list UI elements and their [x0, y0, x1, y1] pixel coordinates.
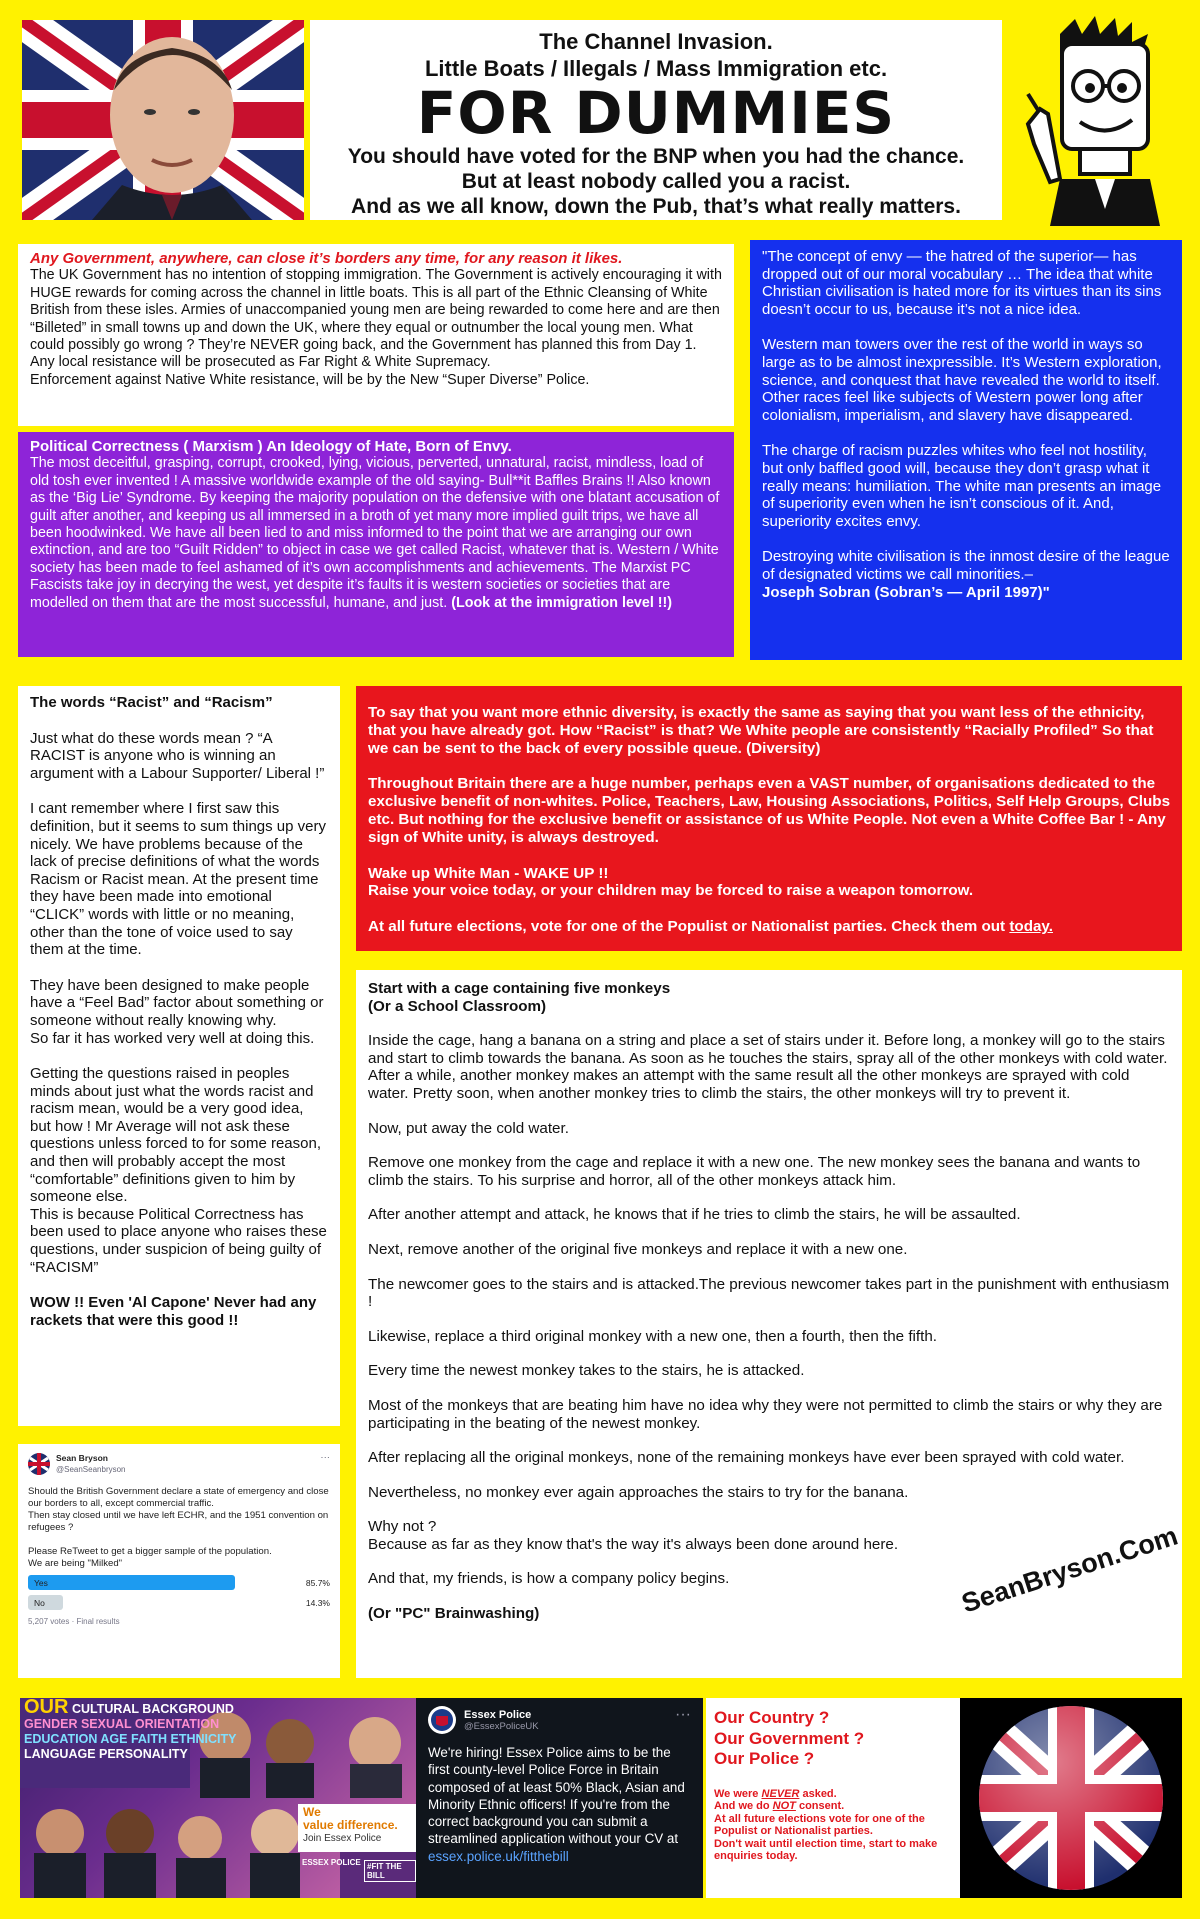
- poll-percent: 85.7%: [305, 1578, 330, 1588]
- dummies-mascot-icon: [1020, 14, 1190, 226]
- union-flag-photo-icon: [22, 20, 304, 220]
- country-enquiries-line: Don't wait until election time, start to make enquiries today.: [714, 1837, 938, 1863]
- intro-headline: Any Government, anywhere, can close it’s borders any time, for any reason it likes.: [30, 250, 623, 267]
- racist-closing: WOW !! Even 'Al Capone' Never had any rackets that were this good !!: [30, 1294, 317, 1329]
- monkeys-paragraph: Nevertheless, no monkey ever again approaches the stairs to try for the banana.: [368, 1483, 909, 1501]
- essex-police-crest-icon: [428, 1706, 456, 1734]
- country-vote-line: At all future elections vote for one of the Populist or Nationalist parties.: [714, 1812, 925, 1838]
- intro-body: The UK Government has no intention of stopping immigration. The Government is actively encouraging it with HUGE rewards for coming across the channel in little boats. This is all part of the Ethnic Cleansing of White British from these isles. Armies of unaccompanied young men are being rewarded to come here and are then “Billeted” in small towns up and down the UK, where they equal or outnumber the local young men. What could possibly go wrong ? They’re NEVER going back, and the Government has planned this from Day 1. Any local resistance will be prosecuted as Far Right & White Supremacy.: [30, 267, 722, 371]
- ad-diversity-words: [24, 1700, 237, 1762]
- monkeys-subtitle: (Or a School Classroom): [368, 997, 547, 1015]
- country-statements: [714, 1788, 952, 1864]
- ad-word-our: OUR: [24, 1698, 69, 1718]
- country-never-asked: [714, 1788, 952, 1801]
- monkeys-paragraph: After replacing all the original monkeys, none of the remaining monkeys have ever been sprayed with cold water.: [368, 1449, 1125, 1467]
- essex-tweet-body: We're hiring! Essex Police aims to be the first county-level Police Force in Britain composed of at least 50% Black, Asian and Minority Ethnic officers! If you're from the correct background you can submit a streamlined application without your CV at: [428, 1745, 685, 1847]
- essex-tweet-name: Essex Police: [464, 1708, 532, 1721]
- monkeys-paragraph: Inside the cage, hang a banana on a string and place a set of stairs under it. Before long, a monkey will go to the stairs and start to climb towards the banana. As soon as he touches the stairs, spray all of the other monkeys with cold water. After a while, another monkey makes an attempt with the same result all the other monkeys are sprayed with cold water. Pretty soon, when another monkey tries to climb the stairs, the other monkeys will try to prevent it.: [368, 1032, 1168, 1102]
- quote-paragraph-2: Western man towers over the rest of the world in ways so large as to be almost inexpressible. It’s Western exploration, science, and conquest that have revealed the world to itself. Other races feel like subjects of Western power long after colonialism, imperialism, and slavery have disappeared.: [762, 336, 1162, 424]
- tweet-more-icon[interactable]: ···: [320, 1452, 330, 1463]
- our-country-box: [706, 1698, 960, 1898]
- tweet-author-name: Sean Bryson: [56, 1453, 108, 1463]
- sobran-quote-box: [750, 240, 1182, 660]
- ad-fit-the-bill-tag: #FIT THE BILL: [364, 1860, 416, 1882]
- header-line-5: And as we all know, down the Pub, that’s what really matters.: [351, 195, 961, 218]
- quote-paragraph-3: The charge of racism puzzles whites who feel not hostility, but only baffled good will, because they don’t grasp what it really means: humiliation. The white man presents an image of superiority even when he isn’t conscious of it. And, superiority excites envy.: [762, 442, 1162, 530]
- monkeys-why-2: Because as far as they know that's the way it's always been done around here.: [368, 1535, 899, 1553]
- quote-paragraph-4: Destroying white civilisation is the inmost desire of the league of designated victims we call minorities.–: [762, 548, 1170, 583]
- tweet-text-3: Please ReTweet to get a bigger sample of the population.: [28, 1546, 272, 1557]
- country-question-1: Our Country ?: [714, 1708, 830, 1727]
- ad-slogan-box: [298, 1804, 416, 1852]
- red-paragraph-3b: Raise your voice today, or your children may be forced to raise a weapon tomorrow.: [368, 882, 974, 900]
- essex-tweet-link[interactable]: essex.police.uk/fitthebill: [428, 1848, 569, 1864]
- intro-text-box: [18, 244, 734, 426]
- political-correctness-box: [18, 432, 734, 657]
- monkeys-title: Start with a cage containing five monkeys: [368, 980, 671, 997]
- tweet-header: [28, 1452, 330, 1476]
- monkeys-paragraph: The newcomer goes to the stairs and is attacked.The previous newcomer takes part in the punishment with enthusiasm !: [368, 1275, 1170, 1311]
- red-paragraph-4: [368, 918, 1170, 936]
- monkeys-why-1: Why not ?: [368, 1518, 437, 1536]
- header-line-1: The Channel Invasion.: [539, 29, 773, 54]
- red-paragraph-3a: Wake up White Man - WAKE UP !!: [368, 864, 609, 882]
- ad-slogan-join: Join Essex Police: [303, 1833, 382, 1844]
- political-correctness-title: Political Correctness ( Marxism ) An Ideology of Hate, Born of Envy.: [30, 438, 512, 455]
- monkeys-policy: And that, my friends, is how a company policy begins.: [368, 1570, 730, 1588]
- ad-word-cultural: CULTURAL BACKGROUND: [71, 1702, 234, 1716]
- country-not-c: consent.: [795, 1800, 845, 1813]
- country-never-a: We were: [714, 1787, 762, 1800]
- essex-tweet-handle: @EssexPoliceUK: [464, 1720, 539, 1732]
- essex-more-icon[interactable]: ···: [675, 1706, 691, 1723]
- poll-label: Yes: [34, 1578, 48, 1588]
- quote-paragraph-1: "The concept of envy — the hatred of the superior— has dropped out of our moral vocabulary … The idea that white Christian civilisation is hated more for its virtues than its sins doesn’t occur to us, because it’s not a nice idea.: [762, 248, 1162, 318]
- country-not-b: NOT: [772, 1800, 796, 1813]
- ad-word-gender: GENDER SEXUAL ORIENTATION: [24, 1717, 220, 1731]
- tweet-poll: [28, 1575, 330, 1610]
- poll-percent: 14.3%: [305, 1598, 330, 1608]
- poll-option-yes[interactable]: [28, 1575, 330, 1590]
- red-today-link[interactable]: today.: [1009, 918, 1053, 936]
- tweet-text-1: Should the British Government declare a state of emergency and close our borders to all, except commercial traffic.: [28, 1486, 329, 1509]
- red-paragraph-4-text: At all future elections, vote for one of the Populist or Nationalist parties. Check them out: [368, 918, 1006, 936]
- monkeys-paragraph: Every time the newest monkey takes to the stairs, he is attacked.: [368, 1362, 805, 1380]
- monkeys-closing: (Or "PC" Brainwashing): [368, 1605, 540, 1623]
- country-not-a: And we do: [714, 1800, 773, 1813]
- poll-fill: [28, 1575, 235, 1590]
- monkeys-paragraph: Next, remove another of the original five monkeys and replace it with a new one.: [368, 1240, 908, 1258]
- country-never-c: asked.: [799, 1787, 837, 1800]
- tweet-poll-footer: 5,207 votes · Final results: [28, 1617, 120, 1626]
- seanbryson-watermark: SeanBryson.Com: [958, 1520, 1182, 1619]
- header-line-3: You should have voted for the BNP when you had the chance.: [347, 145, 965, 168]
- monkeys-paragraph: Likewise, replace a third original monkey with a new one, then a fourth, then the fifth.: [368, 1327, 938, 1345]
- essex-tweet-header: [428, 1706, 691, 1734]
- monkeys-paragraphs: [368, 1032, 1170, 1501]
- poll-label: No: [34, 1598, 45, 1608]
- country-question-2: Our Government ?: [714, 1728, 865, 1748]
- racist-title: The words “Racist” and “Racism”: [30, 694, 273, 711]
- union-flag-orb: [960, 1698, 1182, 1898]
- ad-essex-badge: ESSEX POLICE: [302, 1858, 361, 1867]
- essex-tweet-text: [428, 1744, 691, 1865]
- monkeys-paragraph: Most of the monkeys that are beating him have no idea why they were not permitted to climb the stairs or why they are participating in the beating of the newest monkey.: [368, 1396, 1163, 1432]
- political-correctness-closing: (Look at the immigration level !!): [451, 594, 673, 611]
- poll-option-no[interactable]: [28, 1595, 330, 1610]
- header-line-4: But at least nobody called you a racist.: [461, 170, 851, 193]
- racist-paragraph-4b: This is because Political Correctness has been used to place anyone who raises these questions, under suspicion of being guilty of “RACISM”: [30, 1205, 327, 1276]
- tweet-poll-card: [18, 1444, 340, 1678]
- ad-slogan-we: We: [303, 1805, 321, 1819]
- diversity-red-box: [356, 686, 1182, 951]
- ad-slogan-value: value difference.: [303, 1818, 398, 1832]
- essex-police-ad-image: [20, 1698, 416, 1898]
- tweet-author-handle: @SeanSeanbryson: [56, 1465, 126, 1474]
- racist-words-box: [18, 686, 340, 1426]
- header-line-2: Little Boats / Illegals / Mass Immigration etc.: [424, 56, 888, 81]
- racist-paragraph-1: Just what do these words mean ? “A RACIST is anyone who is winning an argument with a Labour Supporter/ Liberal !”: [30, 729, 325, 782]
- header-big-title: FOR DUMMIES: [416, 79, 896, 147]
- tweet-text-4: We are being "Milked": [28, 1558, 123, 1569]
- monkeys-paragraph: Remove one monkey from the cage and replace it with a new one. The new monkey sees the banana and wants to climb the stairs. To his surprise and horror, all of the other monkeys attack him.: [368, 1154, 1141, 1189]
- dummies-mascot: [1020, 14, 1190, 226]
- monkeys-paragraph: After another attempt and attack, he knows that if he tries to climb the stairs, he will be assaulted.: [368, 1206, 1021, 1224]
- racist-paragraph-3b: So far it has worked very well at doing this.: [30, 1029, 315, 1047]
- racist-paragraph-4a: Getting the questions raised in peoples minds about just what the words racist and racism mean, would be a very good idea, but how ! Mr Average will not ask these questions unless forced to for some reason, and then will probably accept the most “comfortable” definitions given to him by someone else.: [30, 1065, 321, 1206]
- tweet-text-2: Then stay closed until we have left ECHR, and the 1951 convention on refugees ?: [28, 1510, 329, 1533]
- essex-police-tweet: [416, 1698, 703, 1898]
- intro-last-line: Enforcement against Native White resistance, will be by the New “Super Diverse” Police.: [30, 371, 590, 388]
- racist-paragraph-2: I cant remember where I first saw this definition, but it seems to sum things up very nicely. We have problems because of the lack of precise definitions of what the words Racism or Racist mean. At the present time they have been made into emotional “CLICK” words with little or no meaning, other than the tone of voice used to say them at the time.: [30, 800, 326, 959]
- union-flag-orb-icon: [960, 1698, 1182, 1898]
- header-photo-union-flag: [22, 20, 304, 220]
- country-not-consent: [714, 1800, 952, 1813]
- ad-word-language: LANGUAGE PERSONALITY: [24, 1747, 188, 1761]
- country-never-b: NEVER: [761, 1787, 800, 1800]
- country-question-3: Our Police ?: [714, 1749, 815, 1768]
- tweet-avatar-icon: [28, 1453, 50, 1475]
- political-correctness-body: The most deceitful, grasping, corrupt, crooked, lying, vicious, perverted, unnatural, racist, mindless, load of old tosh ever invented ! A massive worldwide example of the old saying- Bull**it Baffles Brains !! Also known as the ‘Big Lie’ Syndrome. By keeping the majority population on the defensive with one blatant accusation of guilt after another, and keeping us all immersed in a broth of yet many more implied guilt trips, we have all been hoodwinked. We have all been lied to and miss informed to the point that we are arranging our own extinction, and are too “Guilt Ridden” to object in case we get called Racist, whatever that is. Western / White society has been made to feel ashamed of it’s own accomplishments and achievements. The Marxist PC Fascists take joy in decrying the west, yet despite it’s faults it is western societies or societies that are modelled on them that are the most successful, humane, and just.: [30, 455, 720, 611]
- quote-author: Joseph Sobran (Sobran’s — April 1997)": [762, 583, 1050, 601]
- red-paragraph-2: Throughout Britain there are a huge number, perhaps even a VAST number, of organisations dedicated to the exclusive benefit of non-whites. Police, Teachers, Law, Housing Associations, Politics, Self Help Groups, Clubs etc. But nothing for the exclusive benefit or assistance of us White People. Not even a White Coffee Bar ! - Any sign of White unity, is always destroyed.: [368, 775, 1171, 846]
- header-title-box: [310, 20, 1002, 220]
- ad-word-education: EDUCATION AGE FAITH ETHNICITY: [24, 1732, 237, 1746]
- red-paragraph-1: To say that you want more ethnic diversity, is exactly the same as saying that you want less of the ethnicity, that you have already got. How “Racist” is that? We White people are consistently “Racially Profiled” So that we can be sent to the back of every possible queue. (Diversity): [368, 704, 1154, 757]
- monkeys-paragraph: Now, put away the cold water.: [368, 1119, 569, 1137]
- racist-paragraph-3a: They have been designed to make people have a “Feel Bad” factor about something or someone without really knowing why.: [30, 976, 324, 1029]
